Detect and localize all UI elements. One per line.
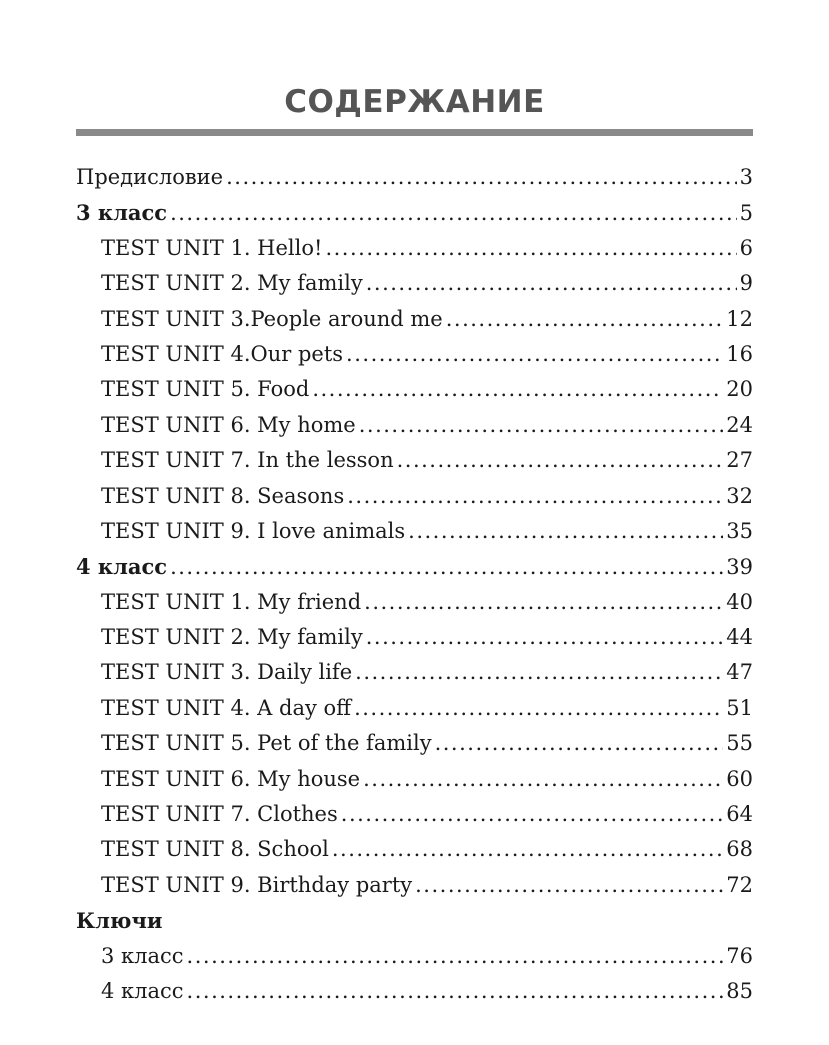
toc-entry-label: Предисловие	[76, 165, 224, 189]
toc-entry-label: TEST UNIT 8. School	[101, 837, 329, 862]
page-title: СОДЕРЖАНИЕ	[284, 84, 545, 120]
dot-leader	[366, 271, 737, 295]
dot-leader	[408, 519, 723, 543]
toc-entry	[76, 307, 753, 342]
dot-leader	[332, 837, 723, 861]
toc-entry-label: TEST UNIT 9. Birthday party	[101, 872, 413, 897]
toc-entry	[76, 767, 753, 802]
toc-entry	[76, 837, 753, 872]
toc-entry-label: TEST UNIT 4.Our pets	[101, 341, 344, 366]
toc-entry-label: TEST UNIT 8. Seasons	[101, 483, 345, 508]
toc-entry-page-number: 20	[726, 377, 753, 402]
toc-entry-label: 4 класс	[101, 978, 184, 1003]
toc-entry-label: TEST UNIT 2. My family	[101, 625, 363, 650]
toc-entry	[76, 413, 753, 448]
toc-entry	[76, 200, 753, 235]
dot-leader	[170, 555, 723, 579]
dot-leader	[187, 944, 724, 968]
dot-leader	[355, 660, 723, 684]
toc-entry-page-number: 27	[726, 448, 753, 473]
toc-entry-page-number: 68	[726, 837, 753, 862]
dot-leader	[354, 696, 723, 720]
dot-leader	[312, 377, 723, 401]
toc-entry-label: TEST UNIT 3.People around me	[101, 306, 443, 331]
table-of-contents	[76, 165, 753, 1014]
toc-entry	[76, 448, 753, 483]
toc-entry-page-number: 6	[739, 235, 753, 260]
toc-entry-page-number: 39	[726, 555, 753, 580]
toc-entry-label: TEST UNIT 3. Daily life	[101, 660, 353, 685]
dot-leader	[346, 342, 723, 366]
toc-entry-label: TEST UNIT 4. A day off	[101, 695, 352, 720]
dot-leader	[325, 236, 736, 260]
toc-entry-label: TEST UNIT 7. Clothes	[101, 802, 338, 827]
toc-entry-page-number: 64	[726, 802, 753, 827]
toc-entry-label: TEST UNIT 6. My house	[101, 766, 361, 791]
dot-leader	[226, 165, 737, 189]
toc-entry	[76, 554, 753, 589]
toc-entry-label: TEST UNIT 5. Food	[101, 377, 310, 402]
dot-leader	[446, 307, 724, 331]
dot-leader	[364, 590, 723, 614]
toc-entry-page-number: 40	[726, 589, 753, 614]
toc-entry	[76, 696, 753, 731]
dot-leader	[397, 448, 724, 472]
toc-entry-label: TEST UNIT 2. My family	[101, 271, 363, 296]
dot-leader	[347, 484, 723, 508]
toc-entry-page-number: 85	[726, 978, 753, 1003]
toc-entry-page-number: 12	[726, 306, 753, 331]
dot-leader	[415, 873, 723, 897]
toc-entry-page-number: 44	[726, 625, 753, 650]
toc-entry	[76, 873, 753, 908]
dot-leader	[435, 731, 724, 755]
toc-entry-page-number: 76	[726, 943, 753, 968]
title-divider	[76, 129, 753, 136]
toc-entry-page-number: 9	[739, 271, 753, 296]
toc-entry	[76, 979, 753, 1014]
toc-entry-label: TEST UNIT 6. My home	[101, 412, 356, 437]
toc-entry-label: 4 класс	[76, 554, 168, 580]
toc-entry-page-number: 47	[726, 660, 753, 685]
toc-entry	[76, 342, 753, 377]
toc-entry	[76, 802, 753, 837]
toc-entry-page-number: 32	[726, 483, 753, 508]
toc-entry	[76, 236, 753, 271]
toc-entry-page-number: 55	[726, 731, 753, 756]
toc-entry	[76, 944, 753, 979]
toc-entry-label: TEST UNIT 9. I love animals	[101, 518, 406, 543]
toc-entry	[76, 731, 753, 766]
toc-entry-page-number: 3	[739, 165, 753, 189]
dot-leader	[359, 413, 724, 437]
toc-entry	[76, 271, 753, 306]
toc-entry	[76, 377, 753, 412]
toc-entry-page-number: 35	[726, 518, 753, 543]
toc-entry	[76, 165, 753, 200]
toc-entry-page-number: 5	[739, 201, 753, 226]
toc-entry	[76, 484, 753, 519]
toc-entry-label: TEST UNIT 1. Hello!	[101, 235, 323, 260]
toc-entry-label: 3 класс	[101, 943, 184, 968]
toc-entry	[76, 519, 753, 554]
toc-entry-label: Ключи	[76, 908, 163, 934]
dot-leader	[363, 767, 723, 791]
toc-entry-page-number: 51	[726, 695, 753, 720]
toc-entry-label: TEST UNIT 7. In the lesson	[101, 448, 394, 473]
dot-leader	[187, 979, 724, 1003]
toc-entry-page-number: 60	[726, 766, 753, 791]
toc-entry	[76, 908, 753, 943]
dot-leader	[341, 802, 724, 826]
dot-leader	[366, 625, 724, 649]
toc-entry-page-number: 72	[726, 872, 753, 897]
dot-leader	[170, 201, 737, 225]
toc-entry-label: TEST UNIT 1. My friend	[101, 589, 362, 614]
toc-entry-page-number: 24	[726, 412, 753, 437]
toc-entry	[76, 625, 753, 660]
toc-entry-label: 3 класс	[76, 200, 168, 226]
toc-entry-label: TEST UNIT 5. Pet of the family	[101, 731, 432, 756]
toc-entry-page-number: 16	[726, 341, 753, 366]
toc-entry	[76, 590, 753, 625]
toc-entry	[76, 660, 753, 695]
